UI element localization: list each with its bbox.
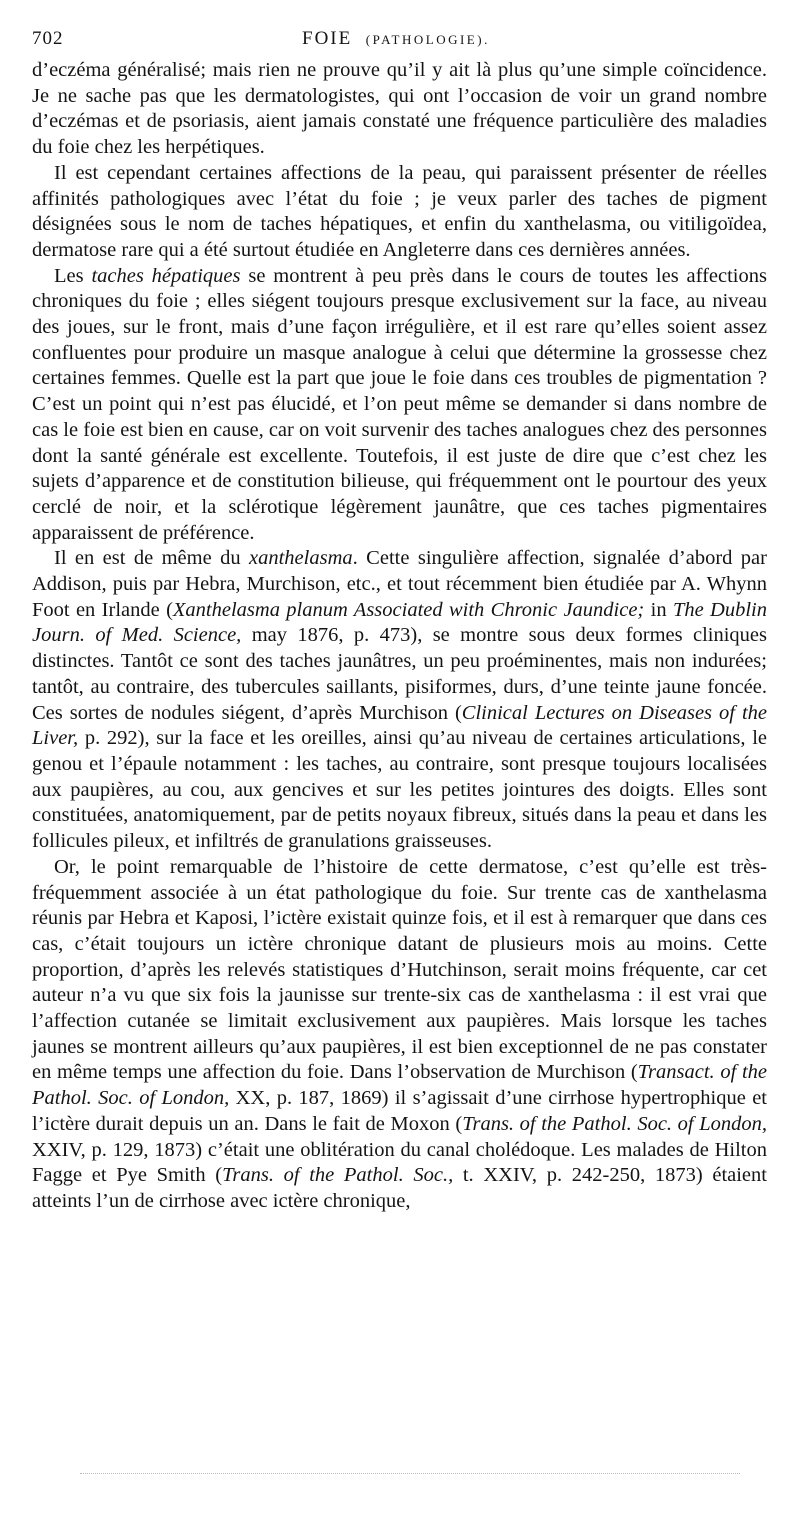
italic-citation: xanthelasma <box>249 547 353 570</box>
text-run: XX, p. 187, 1869) il s’agissait d’une cirrhose hypertrophique et l’ictère durait depuis un an. Dans le fait de Moxon ( <box>32 1087 767 1135</box>
paragraph <box>32 546 767 854</box>
paragraph <box>32 264 767 547</box>
italic-citation: Transact. of the Pathol. Soc. of London, <box>32 1061 767 1110</box>
page-number: 702 <box>32 28 64 49</box>
text-run: may 1876, p. 473), se montre sous deux formes cliniques distinctes. Tantôt ce sont des taches jaunâtres, un peu proéminentes, mais non indurées; tantôt, au contraire, des tubercules saillants, pisiformes, durs, d’une teinte jaune foncée. Ces sortes de nodules siégent, d’après Murchison ( <box>32 624 767 724</box>
running-title-main: FOIE <box>302 28 353 49</box>
running-head <box>32 22 767 52</box>
book-page <box>32 22 767 1215</box>
italic-citation: taches hépatiques <box>91 264 241 287</box>
text-run: Il est cependant certaines affections de la peau, qui paraissent présenter de réelles affinités pathologiques avec l’état du foie ; je veux parler des taches de pigment désignées sous le nom de taches hépatiques, et enfin du xanthelasma, ou vitiligoïdea, dermatose rare qui a été surtout étudiée en Angleterre dans ces dernières années. <box>32 161 767 261</box>
italic-citation: Trans. of the Pathol. Soc., <box>222 1164 454 1187</box>
body-text <box>32 58 767 1215</box>
italic-citation: Trans. of the Pathol. Soc. of London, <box>462 1112 767 1135</box>
footer-dotted-rule <box>80 1473 740 1474</box>
text-run: t. XXIV, p. 242-250, 1873) étaient atteints l’un de cirrhose avec ictère chronique, <box>32 1164 767 1212</box>
paragraph <box>32 855 767 1215</box>
text-run: p. 292), sur la face et les oreilles, ainsi qu’au niveau de certaines articulations, le genou et l’épaule notamment : les taches, au contraire, sont presque toujours localisées aux paupières, au cou, aux gencives et sur les petites jointures des doigts. Elles sont constituées, anatomiquement, par de petits noyaux fibreux, situés dans la peau et dans les follicules pileux, et infiltrés de granulations graisseuses. <box>32 727 767 853</box>
italic-citation: The Dublin Journ. of Med. Science, <box>32 598 767 647</box>
italic-citation: Clinical Lectures on Diseases of the Liver, <box>32 701 768 750</box>
running-title <box>302 28 490 50</box>
text-run: in <box>644 598 673 621</box>
text-run: d’eczéma généralisé; mais rien ne prouve qu’il y ait là plus qu’une simple coïncidence. Je ne sache pas que les dermatologistes, qui ont l’occasion de voir un grand nombre d’eczémas et de psoriasis, aient jamais constaté une fréquence particulière des maladies du foie chez les herpétiques. <box>32 59 767 159</box>
text-run: Les <box>54 264 92 287</box>
text-run: Il en est de même du <box>54 547 250 570</box>
paragraph <box>32 161 767 264</box>
paragraph <box>32 58 767 161</box>
text-run: se montrent à peu près dans le cours de toutes les affections chroniques du foie ; elles siégent toujours presque exclusivement sur la face, au niveau des joues, sur le front, mais d’une façon irrégulière, et il est rare qu’elles soient assez confluentes pour produire un masque analogue à celui que détermine la grossesse chez certaines femmes. Quelle est la part que joue le foie dans ces troubles de pigmentation ? C’est un point qui n’est pas élucidé, et l’on peut même se demander si dans nombre de cas le foie est bien en cause, car on voit survenir des taches analogues chez des personnes dont la santé générale est excellente. Toutefois, il est juste de dire que c’est chez les sujets d’apparence et de constitution bilieuse, qui fréquemment ont le pourtour des yeux cerclé de noir, et la sclérotique légèrement jaunâtre, que ces taches pigmentaires apparaissent de préférence. <box>32 264 767 544</box>
text-run: XXIV, p. 129, 1873) c’était une oblitération du canal cholédoque. Les malades de Hilton Fagge et Pye Smith ( <box>32 1138 767 1187</box>
italic-citation: Xanthelasma planum Associated with Chronic Jaundice; <box>172 598 645 621</box>
running-title-sub: (PATHOLOGIE). <box>365 32 490 47</box>
text-run: . Cette singulière affection, signalée d’abord par Addison, puis par Hebra, Murchison, etc., et tout récemment bien étudiée par A. Whynn Foot en Irlande ( <box>32 547 767 621</box>
text-run: Or, le point remarquable de l’histoire de cette dermatose, c’est qu’elle est très-fréquemment associée à un état pathologique du foie. Sur trente cas de xanthelasma réunis par Hebra et Kaposi, l’ictère existait quinze fois, et il est à remarquer que dans ces cas, c’était toujours un ictère chronique datant de plusieurs mois au moins. Cette proportion, d’après les relevés statistiques d’Hutchinson, serait moins fréquente, car cet auteur n’a vu que six fois la jaunisse sur trente-six cas de xanthelasma : il est vrai que l’affection cutanée se limitait exclusivement aux paupières. Mais lorsque les taches jaunes se montrent ailleurs qu’aux paupières, il est bien exceptionnel de ne pas constater en même temps une affection du foie. Dans l’observation de Murchison ( <box>32 855 767 1084</box>
